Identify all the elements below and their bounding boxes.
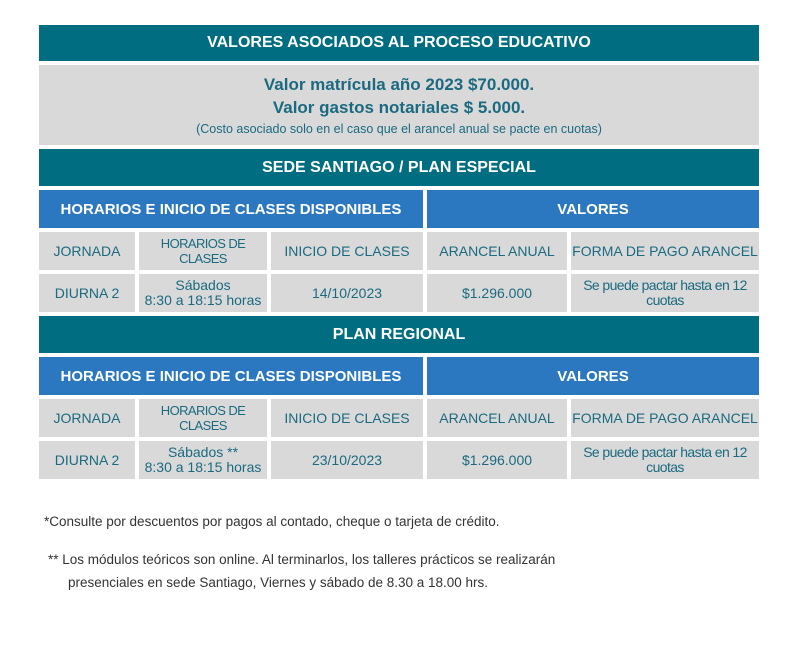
col-forma-pago: FORMA DE PAGO ARANCEL: [571, 399, 759, 437]
col-arancel: ARANCEL ANUAL: [427, 399, 567, 437]
pricing-table: [39, 25, 759, 479]
cell-forma-pago: Se puede pactar hasta en 12 cuotas: [571, 441, 759, 479]
enrollment-info: [39, 65, 759, 145]
col-arancel: ARANCEL ANUAL: [427, 232, 567, 270]
cell-horario-dia: Sábados: [175, 277, 231, 293]
footnote-discounts: *Consulte por descuentos por pagos al contado, cheque o tarjeta de crédito.: [44, 514, 500, 529]
group-header-row: [39, 357, 759, 395]
col-horarios: HORARIOS DE CLASES: [139, 399, 267, 437]
notary-note: (Costo asociado solo en el caso que el arancel anual se pacte en cuotas): [196, 122, 602, 136]
cell-horario-dia: Sábados **: [167, 444, 239, 460]
group-header-schedule: HORARIOS E INICIO DE CLASES DISPONIBLES: [39, 190, 423, 228]
cell-inicio: 23/10/2023: [271, 441, 423, 479]
column-header-row: [39, 399, 759, 437]
cell-forma-pago: Se puede pactar hasta en 12 cuotas: [571, 274, 759, 312]
enrollment-fee: Valor matrícula año 2023 $70.000.: [263, 75, 535, 94]
col-horarios: HORARIOS DE CLASES: [139, 232, 267, 270]
table-row: [39, 441, 759, 479]
column-header-row: [39, 232, 759, 270]
footnote-modules-line2: presenciales en sede Santiago, Viernes y sábado de 8.30 a 18.00 hrs.: [68, 575, 489, 590]
cell-horario-horas: 8:30 a 18:15 horas: [144, 459, 262, 475]
group-header-schedule: HORARIOS E INICIO DE CLASES DISPONIBLES: [39, 357, 423, 395]
footnote-modules: [48, 548, 555, 594]
col-inicio: INICIO DE CLASES: [271, 399, 423, 437]
cell-arancel: $1.296.000: [427, 441, 567, 479]
section-heading-santiago: SEDE SANTIAGO / PLAN ESPECIAL: [39, 149, 759, 186]
col-inicio: INICIO DE CLASES: [271, 232, 423, 270]
col-jornada: JORNADA: [39, 399, 135, 437]
cell-horario: [139, 274, 267, 312]
col-forma-pago: FORMA DE PAGO ARANCEL: [571, 232, 759, 270]
cell-horario: [139, 441, 267, 479]
cell-horario-horas: 8:30 a 18:15 horas: [144, 292, 262, 308]
cell-jornada: DIURNA 2: [39, 274, 135, 312]
col-jornada: JORNADA: [39, 232, 135, 270]
cell-inicio: 14/10/2023: [271, 274, 423, 312]
footnote-modules-line1: ** Los módulos teóricos son online. Al terminarlos, los talleres prácticos se realizarán: [48, 552, 556, 567]
section-heading-regional: PLAN REGIONAL: [39, 316, 759, 353]
group-header-values: VALORES: [427, 357, 759, 395]
notary-fee: Valor gastos notariales $ 5.000.: [272, 98, 526, 117]
cell-jornada: DIURNA 2: [39, 441, 135, 479]
cell-arancel: $1.296.000: [427, 274, 567, 312]
main-title: VALORES ASOCIADOS AL PROCESO EDUCATIVO: [39, 25, 759, 61]
group-header-row: [39, 190, 759, 228]
table-row: [39, 274, 759, 312]
group-header-values: VALORES: [427, 190, 759, 228]
